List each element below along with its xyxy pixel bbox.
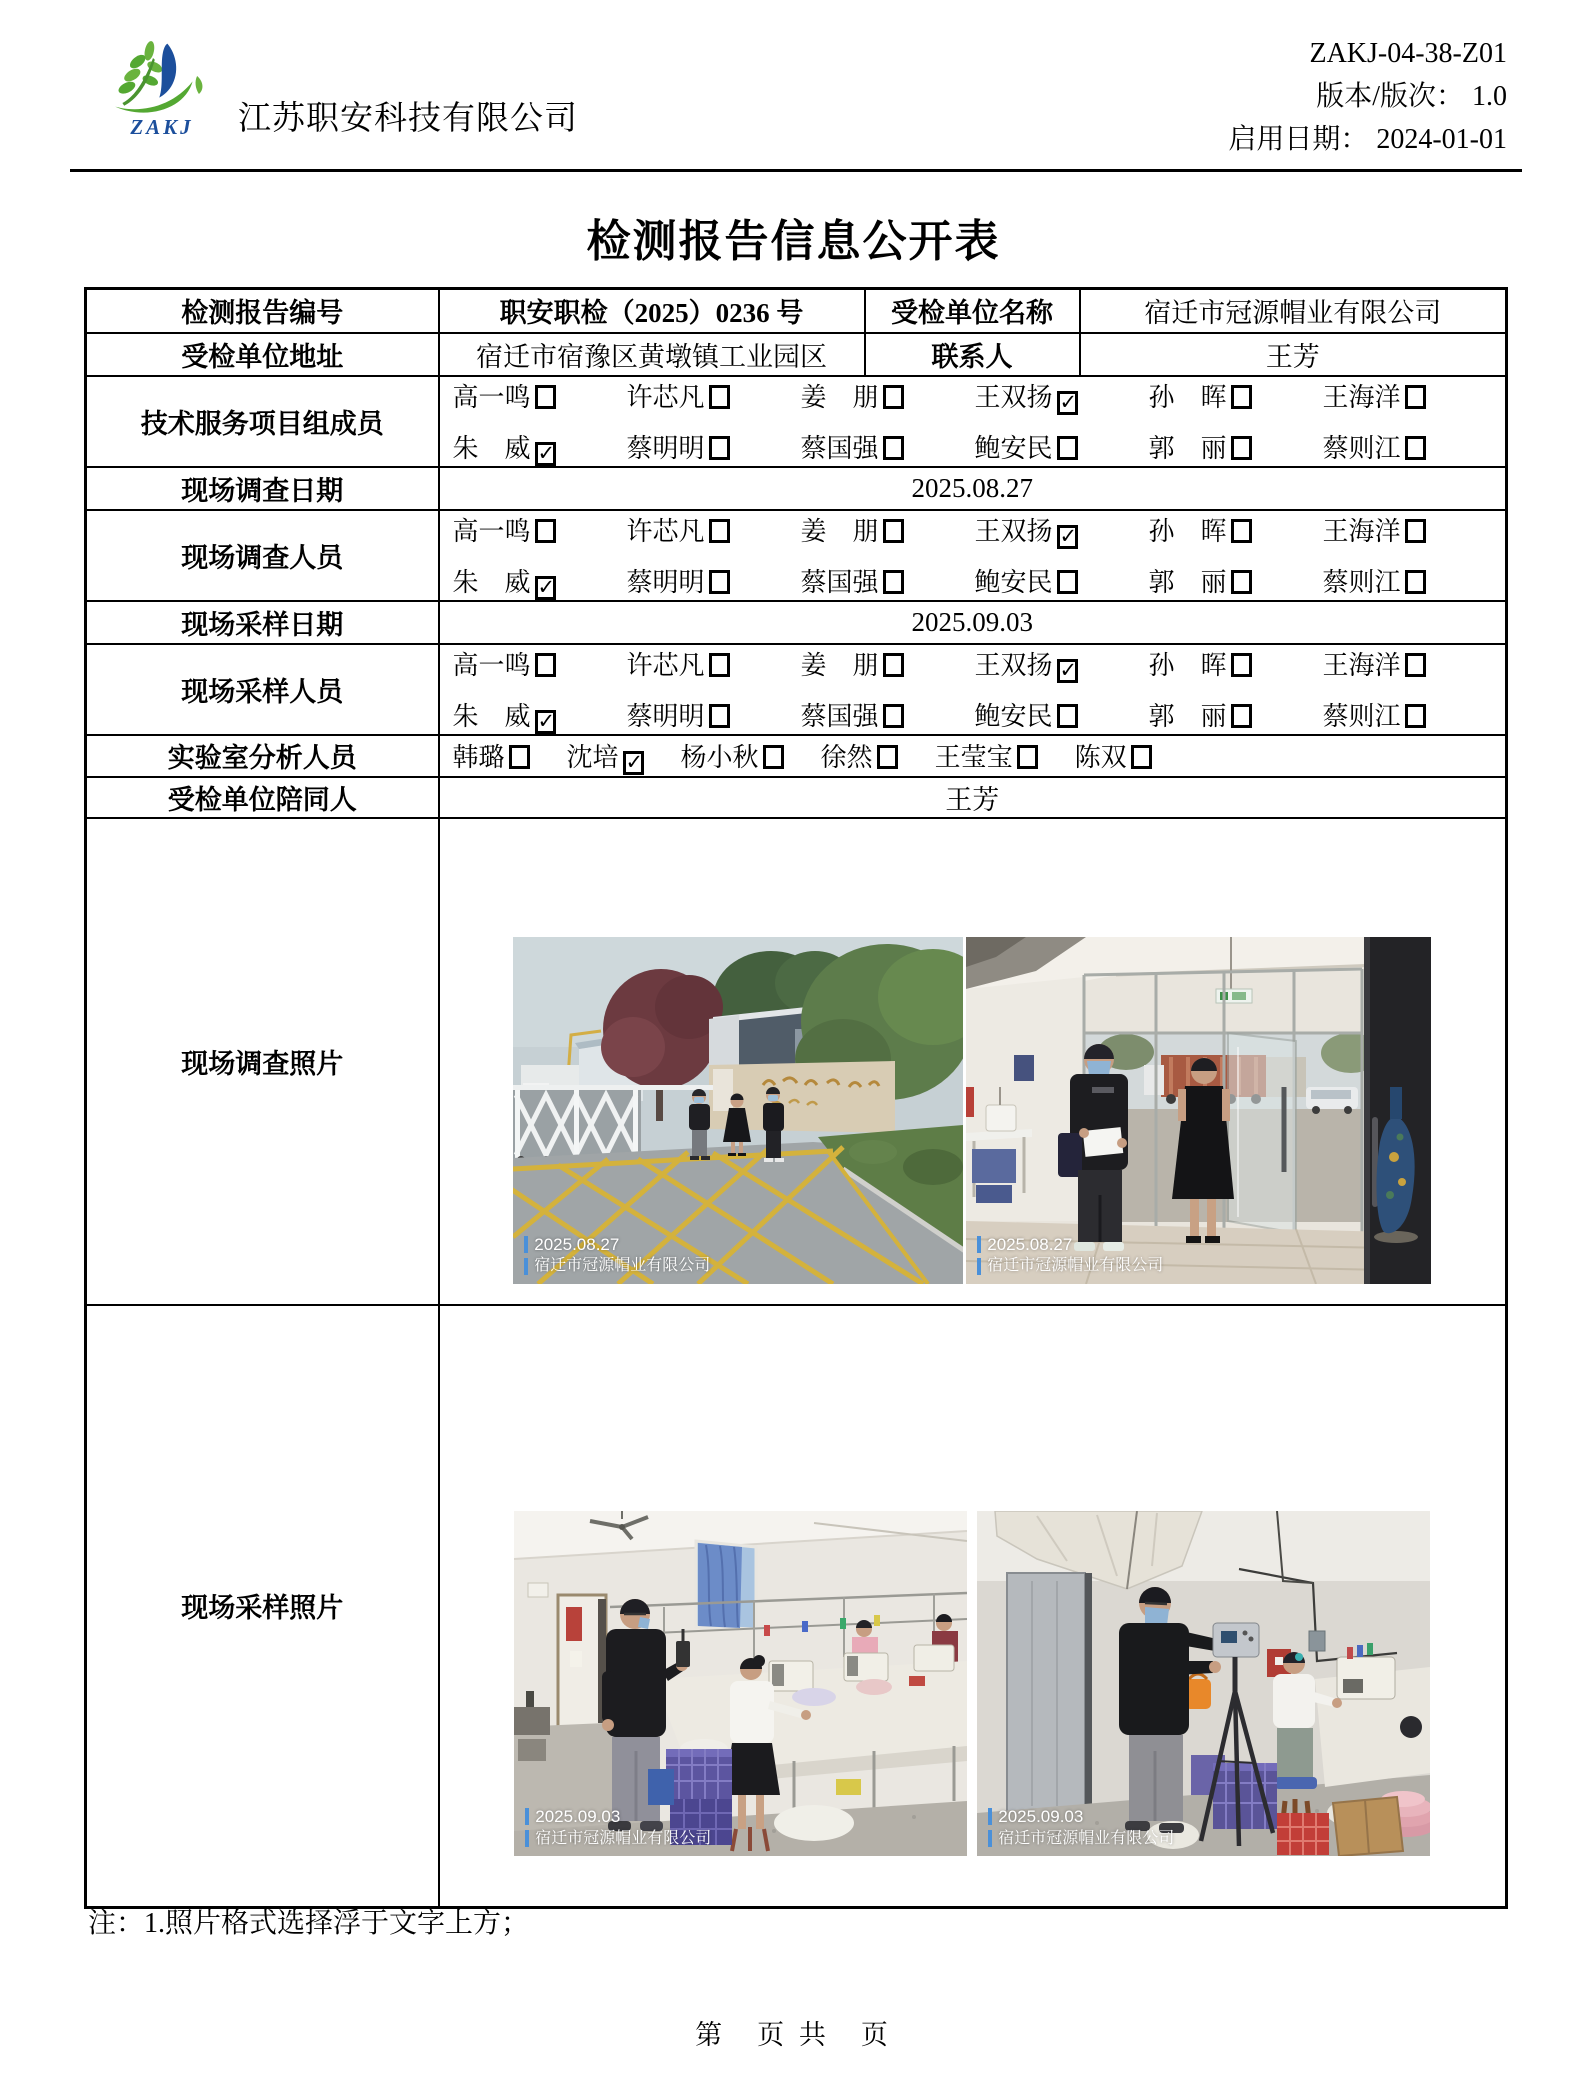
staff-name: 蔡则江 xyxy=(1322,433,1401,463)
unit-name-value: 宿迁市冠源帽业有限公司 xyxy=(1080,289,1507,333)
checkbox-unchecked-icon xyxy=(709,519,730,543)
survey-staff-cell xyxy=(439,510,1507,601)
staff-name: 鲍安民 xyxy=(974,701,1053,731)
staff-entry xyxy=(801,377,975,415)
staff-name: 鲍安民 xyxy=(974,433,1053,463)
staff-entry xyxy=(1323,428,1497,466)
staff-entry xyxy=(627,696,801,734)
team-staff-line1 xyxy=(440,377,1506,415)
checkbox-unchecked-icon xyxy=(709,570,730,594)
staff-name: 郭 丽 xyxy=(1148,567,1227,597)
staff-entry xyxy=(1149,645,1323,683)
checkbox-unchecked-icon xyxy=(709,385,730,409)
staff-name: 王海洋 xyxy=(1322,516,1401,546)
report-number-label: 检测报告编号 xyxy=(86,289,439,333)
sampling-staff-cell xyxy=(439,644,1507,735)
unit-name-label: 受检单位名称 xyxy=(865,289,1080,333)
checkbox-checked-icon: ✓ xyxy=(535,576,556,600)
survey-photo-cell xyxy=(439,818,1507,1305)
checkbox-unchecked-icon xyxy=(1231,704,1252,728)
staff-name: 蔡明明 xyxy=(626,433,705,463)
staff-name: 蔡国强 xyxy=(800,433,879,463)
watermark-bar xyxy=(524,1236,528,1253)
staff-name: 孙 晖 xyxy=(1148,650,1227,680)
page-footer: 第 页 共 页 xyxy=(695,2020,892,2050)
staff-name: 郭 丽 xyxy=(1148,701,1227,731)
staff-entry xyxy=(1323,511,1497,549)
staff-entry xyxy=(975,645,1149,683)
staff-entry xyxy=(453,737,530,775)
staff-name: 姜 朋 xyxy=(800,382,879,412)
survey-staff-label: 现场调查人员 xyxy=(86,510,439,601)
checkbox-unchecked-icon xyxy=(1057,570,1078,594)
sampling-date-value: 2025.09.03 xyxy=(439,601,1507,644)
staff-entry xyxy=(975,696,1149,734)
checkbox-checked-icon: ✓ xyxy=(1057,391,1078,415)
sampling-photo-label: 现场采样照片 xyxy=(86,1305,439,1908)
watermark-bar xyxy=(525,1808,529,1825)
checkbox-unchecked-icon xyxy=(1405,653,1426,677)
staff-name: 蔡则江 xyxy=(1322,567,1401,597)
footnote: 注：1.照片格式选择浮于文字上方； xyxy=(88,1908,530,1939)
checkbox-unchecked-icon xyxy=(877,745,898,769)
checkbox-unchecked-icon xyxy=(1405,704,1426,728)
staff-entry xyxy=(1149,696,1323,734)
checkbox-unchecked-icon xyxy=(1231,570,1252,594)
logo-leaf-icon xyxy=(108,36,216,116)
checkbox-unchecked-icon xyxy=(535,385,556,409)
survey-photo-indoor-interview xyxy=(966,937,1431,1284)
sampling-date-label: 现场采样日期 xyxy=(86,601,439,644)
staff-entry xyxy=(681,737,784,775)
staff-name: 高一鸣 xyxy=(452,516,531,546)
checkbox-unchecked-icon xyxy=(709,704,730,728)
watermark-bar xyxy=(525,1830,529,1847)
photo-watermark-date: 2025.08.27 xyxy=(987,1234,1073,1254)
sampling-photo-workshop-survey xyxy=(514,1511,967,1856)
staff-name: 孙 晖 xyxy=(1148,516,1227,546)
page-title: 检测报告信息公开表 xyxy=(586,217,1001,266)
staff-name: 陈双 xyxy=(1074,742,1127,772)
photo-watermark-company: 宿迁市冠源帽业有限公司 xyxy=(534,1257,711,1274)
staff-entry xyxy=(627,511,801,549)
checkbox-checked-icon: ✓ xyxy=(535,710,556,734)
logo-text: ZAKJ xyxy=(130,115,194,139)
checkbox-unchecked-icon xyxy=(709,653,730,677)
staff-entry xyxy=(1323,562,1497,600)
team-label: 技术服务项目组成员 xyxy=(86,376,439,467)
staff-name: 王双扬 xyxy=(974,650,1053,680)
checkbox-unchecked-icon xyxy=(1405,436,1426,460)
photo-watermark-company: 宿迁市冠源帽业有限公司 xyxy=(998,1829,1175,1847)
survey-staff-line2 xyxy=(440,562,1506,600)
staff-name: 王莹宝 xyxy=(934,742,1013,772)
checkbox-checked-icon: ✓ xyxy=(623,751,644,775)
watermark-bar xyxy=(524,1258,528,1275)
staff-entry xyxy=(1323,696,1497,734)
company-name: 江苏职安科技有限公司 xyxy=(238,101,578,137)
checkbox-unchecked-icon xyxy=(709,436,730,460)
staff-name: 许芯凡 xyxy=(626,516,705,546)
staff-name: 蔡国强 xyxy=(800,701,879,731)
staff-name: 沈培 xyxy=(566,742,619,772)
checkbox-unchecked-icon xyxy=(1057,436,1078,460)
doc-code: ZAKJ-04-38-Z01 xyxy=(1309,38,1507,69)
survey-photo-factory-entrance xyxy=(513,937,963,1284)
staff-name: 朱 威 xyxy=(452,701,531,731)
staff-entry xyxy=(935,737,1038,775)
staff-name: 高一鸣 xyxy=(452,650,531,680)
doc-effective-date: 启用日期： 2024-01-01 xyxy=(1228,124,1507,155)
staff-entry xyxy=(627,562,801,600)
survey-staff-line1 xyxy=(440,511,1506,549)
unit-address-label: 受检单位地址 xyxy=(86,333,439,376)
checkbox-unchecked-icon xyxy=(763,745,784,769)
staff-entry xyxy=(1149,511,1323,549)
checkbox-unchecked-icon xyxy=(1017,745,1038,769)
staff-entry xyxy=(975,428,1149,466)
contact-label: 联系人 xyxy=(865,333,1080,376)
escort-label: 受检单位陪同人 xyxy=(86,777,439,818)
staff-name: 朱 威 xyxy=(452,567,531,597)
escort-value: 王芳 xyxy=(439,777,1507,818)
sampling-staff-line2 xyxy=(440,696,1506,734)
sampling-photo-cell xyxy=(439,1305,1507,1908)
staff-entry xyxy=(975,562,1149,600)
header-divider xyxy=(70,169,1522,172)
team-staff-cell xyxy=(439,376,1507,467)
document-meta xyxy=(1228,32,1507,161)
staff-name: 许芯凡 xyxy=(626,382,705,412)
staff-entry xyxy=(1075,737,1152,775)
staff-name: 蔡明明 xyxy=(626,567,705,597)
staff-name: 韩璐 xyxy=(452,742,505,772)
doc-version: 版本/版次： 1.0 xyxy=(1316,81,1507,112)
checkbox-unchecked-icon xyxy=(1231,519,1252,543)
staff-name: 蔡国强 xyxy=(800,567,879,597)
checkbox-unchecked-icon xyxy=(1405,385,1426,409)
checkbox-unchecked-icon xyxy=(883,653,904,677)
watermark-bar xyxy=(988,1808,992,1825)
unit-address-value: 宿迁市宿豫区黄墩镇工业园区 xyxy=(439,333,865,376)
lab-staff-line xyxy=(440,737,1506,775)
checkbox-unchecked-icon xyxy=(1231,653,1252,677)
staff-name: 朱 威 xyxy=(452,433,531,463)
staff-entry xyxy=(821,737,898,775)
lab-staff-cell xyxy=(439,735,1507,777)
staff-entry xyxy=(801,645,975,683)
staff-entry xyxy=(801,562,975,600)
watermark-bar xyxy=(988,1830,992,1847)
lab-staff-label: 实验室分析人员 xyxy=(86,735,439,777)
staff-name: 孙 晖 xyxy=(1148,382,1227,412)
checkbox-unchecked-icon xyxy=(1131,745,1152,769)
report-number-value: 职安职检（2025）0236 号 xyxy=(439,289,865,333)
staff-entry xyxy=(1149,562,1323,600)
checkbox-unchecked-icon xyxy=(535,519,556,543)
survey-date-value: 2025.08.27 xyxy=(439,467,1507,510)
staff-name: 王双扬 xyxy=(974,516,1053,546)
checkbox-unchecked-icon xyxy=(883,570,904,594)
staff-entry xyxy=(453,428,627,466)
watermark-bar xyxy=(977,1258,981,1275)
sampling-photo-workshop-sampler xyxy=(977,1511,1430,1856)
checkbox-unchecked-icon xyxy=(1231,385,1252,409)
staff-name: 鲍安民 xyxy=(974,567,1053,597)
photo-watermark-company: 宿迁市冠源帽业有限公司 xyxy=(535,1829,712,1847)
staff-entry xyxy=(453,511,627,549)
staff-entry xyxy=(453,645,627,683)
staff-entry xyxy=(453,377,627,415)
staff-entry xyxy=(1323,645,1497,683)
staff-name: 许芯凡 xyxy=(626,650,705,680)
sampling-staff-label: 现场采样人员 xyxy=(86,644,439,735)
contact-value: 王芳 xyxy=(1080,333,1507,376)
survey-photo-label: 现场调查照片 xyxy=(86,818,439,1305)
staff-name: 王海洋 xyxy=(1322,382,1401,412)
sampling-staff-line1 xyxy=(440,645,1506,683)
staff-entry xyxy=(1323,377,1497,415)
checkbox-unchecked-icon xyxy=(883,436,904,460)
checkbox-unchecked-icon xyxy=(883,519,904,543)
staff-entry xyxy=(801,696,975,734)
staff-name: 姜 朋 xyxy=(800,650,879,680)
staff-entry xyxy=(453,696,627,734)
checkbox-unchecked-icon xyxy=(883,385,904,409)
checkbox-checked-icon: ✓ xyxy=(1057,525,1078,549)
checkbox-checked-icon: ✓ xyxy=(1057,659,1078,683)
photo-watermark-date: 2025.09.03 xyxy=(998,1807,1084,1827)
team-staff-line2 xyxy=(440,428,1506,466)
staff-name: 高一鸣 xyxy=(452,382,531,412)
staff-entry xyxy=(627,377,801,415)
staff-name: 王双扬 xyxy=(974,382,1053,412)
staff-name: 姜 朋 xyxy=(800,516,879,546)
survey-date-label: 现场调查日期 xyxy=(86,467,439,510)
company-logo xyxy=(94,36,230,138)
staff-entry xyxy=(975,377,1149,415)
staff-entry xyxy=(627,645,801,683)
staff-name: 蔡则江 xyxy=(1322,701,1401,731)
staff-entry xyxy=(975,511,1149,549)
staff-name: 徐然 xyxy=(820,742,873,772)
checkbox-unchecked-icon xyxy=(883,704,904,728)
checkbox-unchecked-icon xyxy=(1405,519,1426,543)
staff-entry xyxy=(567,737,644,775)
photo-watermark-date: 2025.09.03 xyxy=(535,1807,621,1827)
staff-entry xyxy=(1149,428,1323,466)
staff-entry xyxy=(453,562,627,600)
staff-name: 杨小秋 xyxy=(680,742,759,772)
checkbox-unchecked-icon xyxy=(1231,436,1252,460)
checkbox-unchecked-icon xyxy=(535,653,556,677)
checkbox-checked-icon: ✓ xyxy=(535,442,556,466)
staff-name: 王海洋 xyxy=(1322,650,1401,680)
staff-name: 蔡明明 xyxy=(626,701,705,731)
staff-entry xyxy=(801,428,975,466)
staff-entry xyxy=(801,511,975,549)
staff-entry xyxy=(1149,377,1323,415)
staff-name: 郭 丽 xyxy=(1148,433,1227,463)
photo-watermark-company: 宿迁市冠源帽业有限公司 xyxy=(987,1257,1164,1274)
staff-entry xyxy=(627,428,801,466)
watermark-bar xyxy=(977,1236,981,1253)
checkbox-unchecked-icon xyxy=(1405,570,1426,594)
checkbox-unchecked-icon xyxy=(1057,704,1078,728)
photo-watermark-date: 2025.08.27 xyxy=(534,1234,620,1254)
report-info-table xyxy=(84,287,1508,1909)
checkbox-unchecked-icon xyxy=(509,745,530,769)
